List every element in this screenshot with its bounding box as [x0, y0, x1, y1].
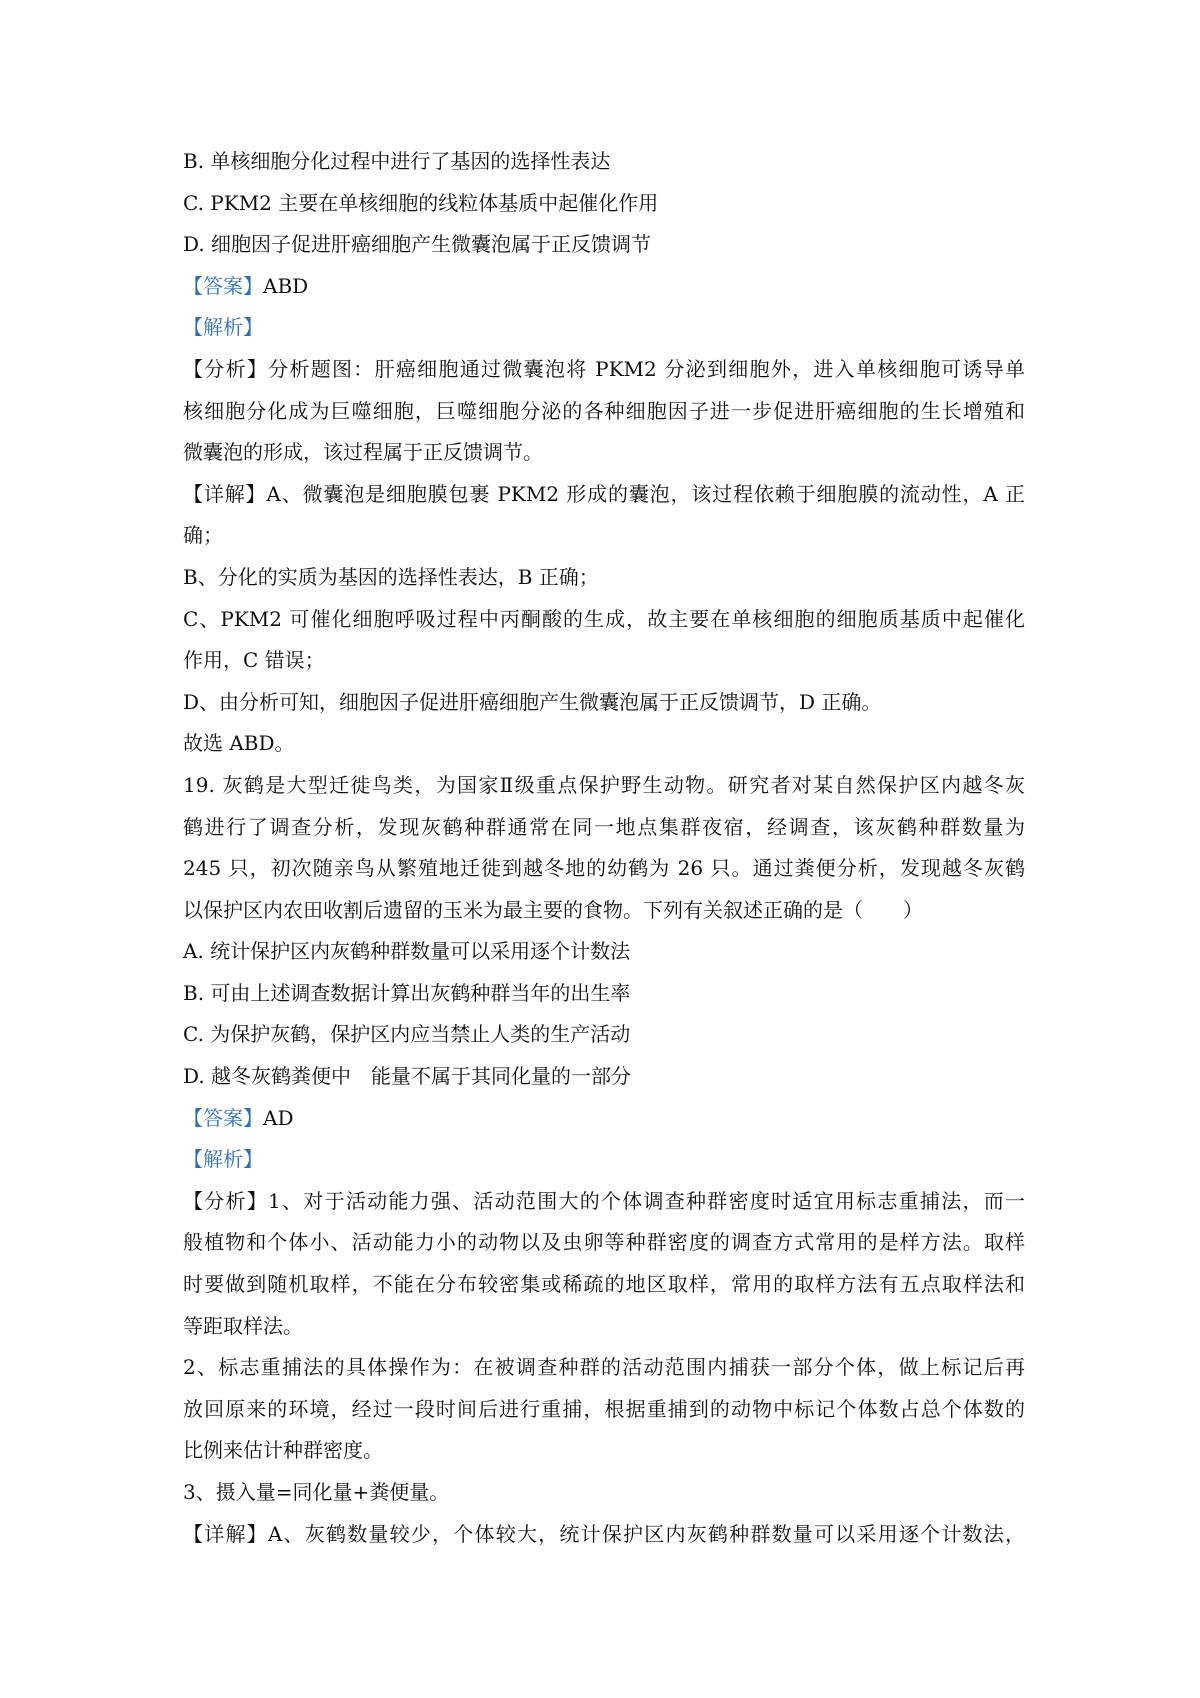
detail-line: 作用，C 错误； [183, 648, 325, 673]
question-19-stem: 以保护区内农田收割后遗留的玉米为最主要的食物。下列有关叙述正确的是（ ） [183, 897, 923, 922]
analysis-line: 时要做到随机取样，不能在分布较密集或稀疏的地区取样，常用的取样方法有五点取样法和 [183, 1272, 1025, 1297]
option-a: A. 统计保护区内灰鹤种群数量可以采用逐个计数法 [183, 939, 631, 964]
option-d: D. 细胞因子促进肝癌细胞产生微囊泡属于正反馈调节 [183, 232, 652, 257]
analysis-line: 2、标志重捕法的具体操作为：在被调查种群的活动范围内捕获一部分个体，做上标记后再 [183, 1355, 1025, 1380]
detail-line: 【详解】A、微囊泡是细胞膜包裹 PKM2 形成的囊泡，该过程依赖于细胞膜的流动性，A 正 [183, 481, 1025, 506]
analysis-line: 【分析】1、对于活动能力强、活动范围大的个体调查种群密度时适宜用标志重捕法，而一 [183, 1188, 1025, 1213]
answer-line [183, 266, 1025, 308]
detail-line: D、由分析可知，细胞因子促进肝癌细胞产生微囊泡属于正反馈调节，D 正确。 [183, 689, 882, 714]
analysis-line: 3、摄入量=同化量+粪便量。 [183, 1480, 450, 1504]
option-d: D. 越冬灰鹤粪便中 能量不属于其同化量的一部分 [183, 1064, 632, 1089]
answer-line [183, 1098, 1025, 1140]
analysis-line: 等距取样法。 [183, 1313, 303, 1338]
answer-tag: 【答案】 [183, 273, 263, 298]
question-19-stem: 245 只，初次随亲鸟从繁殖地迁徙到越冬地的幼鹤为 26 只。通过粪便分析，发现越冬灰鹤 [183, 856, 1025, 881]
option-b: B. 单核细胞分化过程中进行了基因的选择性表达 [183, 149, 611, 173]
analysis-line: 般植物和个体小、活动能力小的动物以及虫卵等种群密度的调查方式常用的是样方法。取样 [183, 1230, 1025, 1255]
analysis-heading [183, 307, 1025, 349]
analysis-tag: 【解析】 [183, 1147, 263, 1172]
option-c: C. 为保护灰鹤，保护区内应当禁止人类的生产活动 [183, 1022, 631, 1047]
detail-line: 确； [183, 523, 223, 548]
detail-line: 【详解】A、灰鹤数量较少，个体较大，统计保护区内灰鹤种群数量可以采用逐个计数法， [183, 1521, 1025, 1546]
answer-value: ABD [263, 273, 309, 298]
option-b: B. 可由上述调查数据计算出灰鹤种群当年的出生率 [183, 980, 631, 1005]
analysis-line: 比例来估计种群密度。 [183, 1438, 383, 1463]
conclusion-line: 故选 ABD。 [183, 731, 295, 756]
question-19-stem: 鹤进行了调查分析，发现灰鹤种群通常在同一地点集群夜宿，经调查，该灰鹤种群数量为 [183, 814, 1025, 839]
option-c: C. PKM2 主要在单核细胞的线粒体基质中起催化作用 [183, 190, 659, 215]
question-19-stem: 19. 灰鹤是大型迁徙鸟类，为国家Ⅱ级重点保护野生动物。研究者对某自然保护区内越冬灰 [183, 772, 1025, 797]
answer-value: AD [263, 1105, 294, 1130]
detail-line: C、PKM2 可催化细胞呼吸过程中丙酮酸的生成，故主要在单核细胞的细胞质基质中起催化 [183, 606, 1025, 631]
analysis-tag: 【解析】 [183, 315, 263, 340]
answer-tag: 【答案】 [183, 1105, 263, 1130]
analysis-line: 微囊泡的形成，该过程属于正反馈调节。 [183, 440, 543, 465]
analysis-line: 【分析】分析题图：肝癌细胞通过微囊泡将 PKM2 分泌到细胞外，进入单核细胞可诱导单 [183, 356, 1025, 381]
analysis-line: 放回原来的环境，经过一段时间后进行重捕，根据重捕到的动物中标记个体数占总个体数的 [183, 1396, 1025, 1421]
detail-line: B、分化的实质为基因的选择性表达，B 正确； [183, 564, 599, 589]
document-body [183, 141, 1025, 1555]
analysis-heading [183, 1139, 1025, 1181]
analysis-line: 核细胞分化成为巨噬细胞，巨噬细胞分泌的各种细胞因子进一步促进肝癌细胞的生长增殖和 [183, 398, 1025, 423]
